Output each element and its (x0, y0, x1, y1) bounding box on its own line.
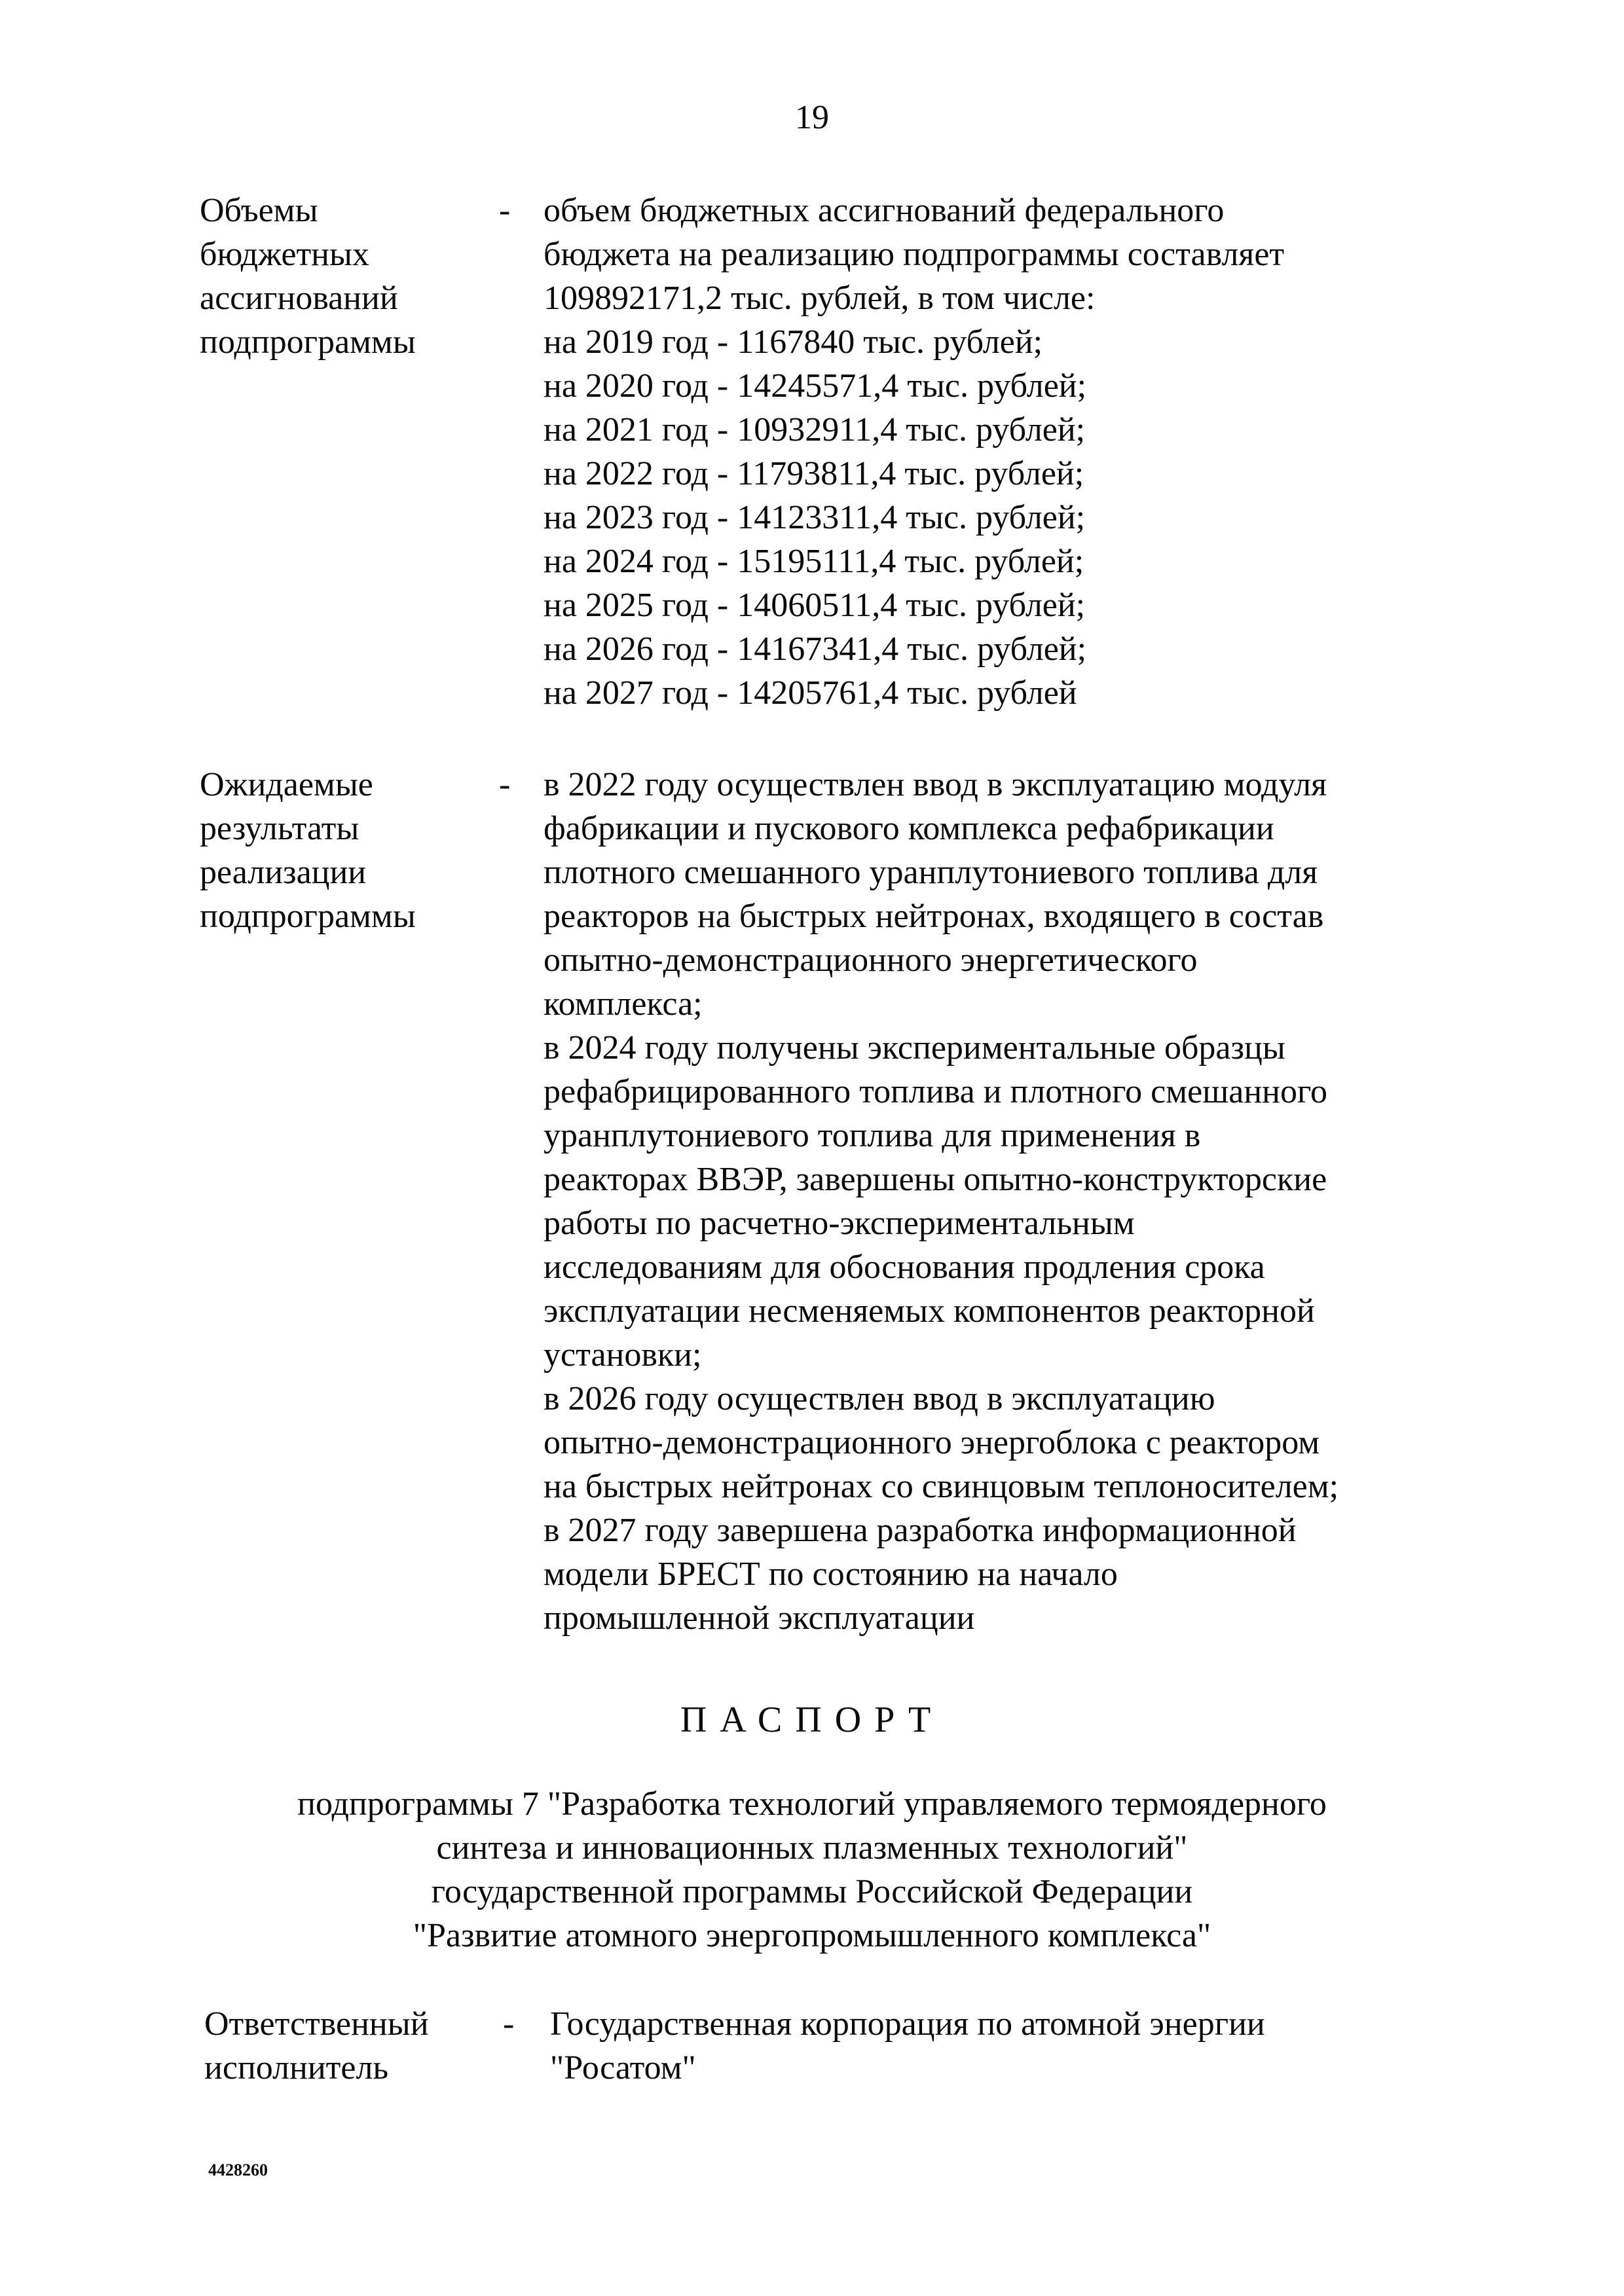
passport-subtitle (0, 1782, 1624, 1958)
results-value-line: рефабрицированного топлива и плотного смешанного (544, 1073, 1328, 1110)
executor-dash: - (503, 2005, 515, 2043)
results-value-line: эксплуатации несменяемых компонентов реакторной (544, 1292, 1315, 1330)
budget-value-line: на 2023 год - 14123311,4 тыс. рублей; (544, 499, 1086, 536)
budget-value-line: на 2025 год - 14060511,4 тыс. рублей; (544, 587, 1086, 624)
budget-value-line: 109892171,2 тыс. рублей, в том числе: (544, 280, 1096, 317)
results-value (544, 763, 1338, 1640)
budget-value-line: бюджета на реализацию подпрограммы составляет (544, 236, 1285, 273)
budget-value-line: на 2024 год - 15195111,4 тыс. рублей; (544, 543, 1084, 580)
results-dash: - (499, 766, 511, 803)
budget-label-line: подпрограммы (200, 323, 416, 361)
page-number: 19 (795, 99, 829, 136)
results-label (200, 763, 416, 938)
executor-label-line: Ответственный (204, 2005, 429, 2043)
passport-subtitle-line: "Развитие атомного энергопромышленного комплекса" (413, 1917, 1211, 1954)
results-value-line: в 2026 году осуществлен ввод в эксплуатацию (544, 1380, 1215, 1417)
results-value-line: в 2027 году завершена разработка информационной (544, 1512, 1297, 1549)
budget-label (200, 189, 416, 364)
results-value-line: фабрикации и пускового комплекса рефабрикации (544, 810, 1274, 847)
budget-value-line: на 2026 год - 14167341,4 тыс. рублей; (544, 630, 1087, 668)
budget-value-line: на 2022 год - 11793811,4 тыс. рублей; (544, 455, 1084, 492)
results-value-line: работы по расчетно-экспериментальным (544, 1205, 1135, 1242)
results-label-line: результаты (200, 810, 360, 847)
budget-label-line: Объемы (200, 192, 318, 229)
results-value-line: установки; (544, 1336, 702, 1374)
results-value-line: в 2022 году осуществлен ввод в эксплуатацию модуля (544, 766, 1327, 803)
budget-value-line: объем бюджетных ассигнований федерального (544, 192, 1225, 229)
executor-value-line: "Росатом" (550, 2049, 696, 2086)
budget-value-line: на 2021 год - 10932911,4 тыс. рублей; (544, 411, 1086, 448)
results-value-line: опытно-демонстрационного энергетического (544, 941, 1198, 979)
passport-title: ПАСПОРТ (680, 1700, 944, 1740)
footer-document-code: 4428260 (208, 2160, 268, 2179)
budget-label-line: бюджетных (200, 236, 369, 273)
results-value-line: опытно-демонстрационного энергоблока с реактором (544, 1424, 1320, 1461)
results-value-line: исследованиям для обоснования продления срока (544, 1248, 1265, 1286)
results-value-line: в 2024 году получены экспериментальные образцы (544, 1029, 1285, 1066)
results-value-line: реакторах ВВЭР, завершены опытно-конструкторские (544, 1161, 1327, 1198)
results-value-line: промышленной эксплуатации (544, 1599, 975, 1637)
results-value-line: уранплутониевого топлива для применения в (544, 1117, 1201, 1154)
results-value-line: на быстрых нейтронах со свинцовым теплоносителем; (544, 1468, 1339, 1505)
results-label-line: реализации (200, 854, 367, 891)
budget-value-line: на 2020 год - 14245571,4 тыс. рублей; (544, 367, 1087, 405)
budget-dash: - (499, 192, 511, 229)
results-value-line: плотного смешанного уранплутониевого топлива для (544, 854, 1318, 891)
executor-value (550, 2002, 1265, 2090)
budget-value-line: на 2027 год - 14205761,4 тыс. рублей (544, 674, 1077, 712)
budget-label-line: ассигнований (200, 280, 398, 317)
executor-value-line: Государственная корпорация по атомной энергии (550, 2005, 1265, 2043)
budget-value (544, 189, 1284, 715)
results-label-line: подпрограммы (200, 898, 416, 935)
passport-subtitle-line: государственной программы Российской Федерации (431, 1873, 1193, 1910)
budget-value-line: на 2019 год - 1167840 тыс. рублей; (544, 323, 1043, 361)
passport-subtitle-line: подпрограммы 7 "Разработка технологий управляемого термоядерного (297, 1785, 1327, 1823)
results-value-line: реакторов на быстрых нейтронах, входящего в состав (544, 898, 1324, 935)
results-value-line: модели БРЕСТ по состоянию на начало (544, 1556, 1118, 1593)
results-label-line: Ожидаемые (200, 766, 373, 803)
results-value-line: комплекса; (544, 985, 703, 1023)
executor-label (204, 2002, 429, 2090)
executor-label-line: исполнитель (204, 2049, 389, 2086)
passport-subtitle-line: синтеза и инновационных плазменных технологий" (436, 1829, 1188, 1867)
